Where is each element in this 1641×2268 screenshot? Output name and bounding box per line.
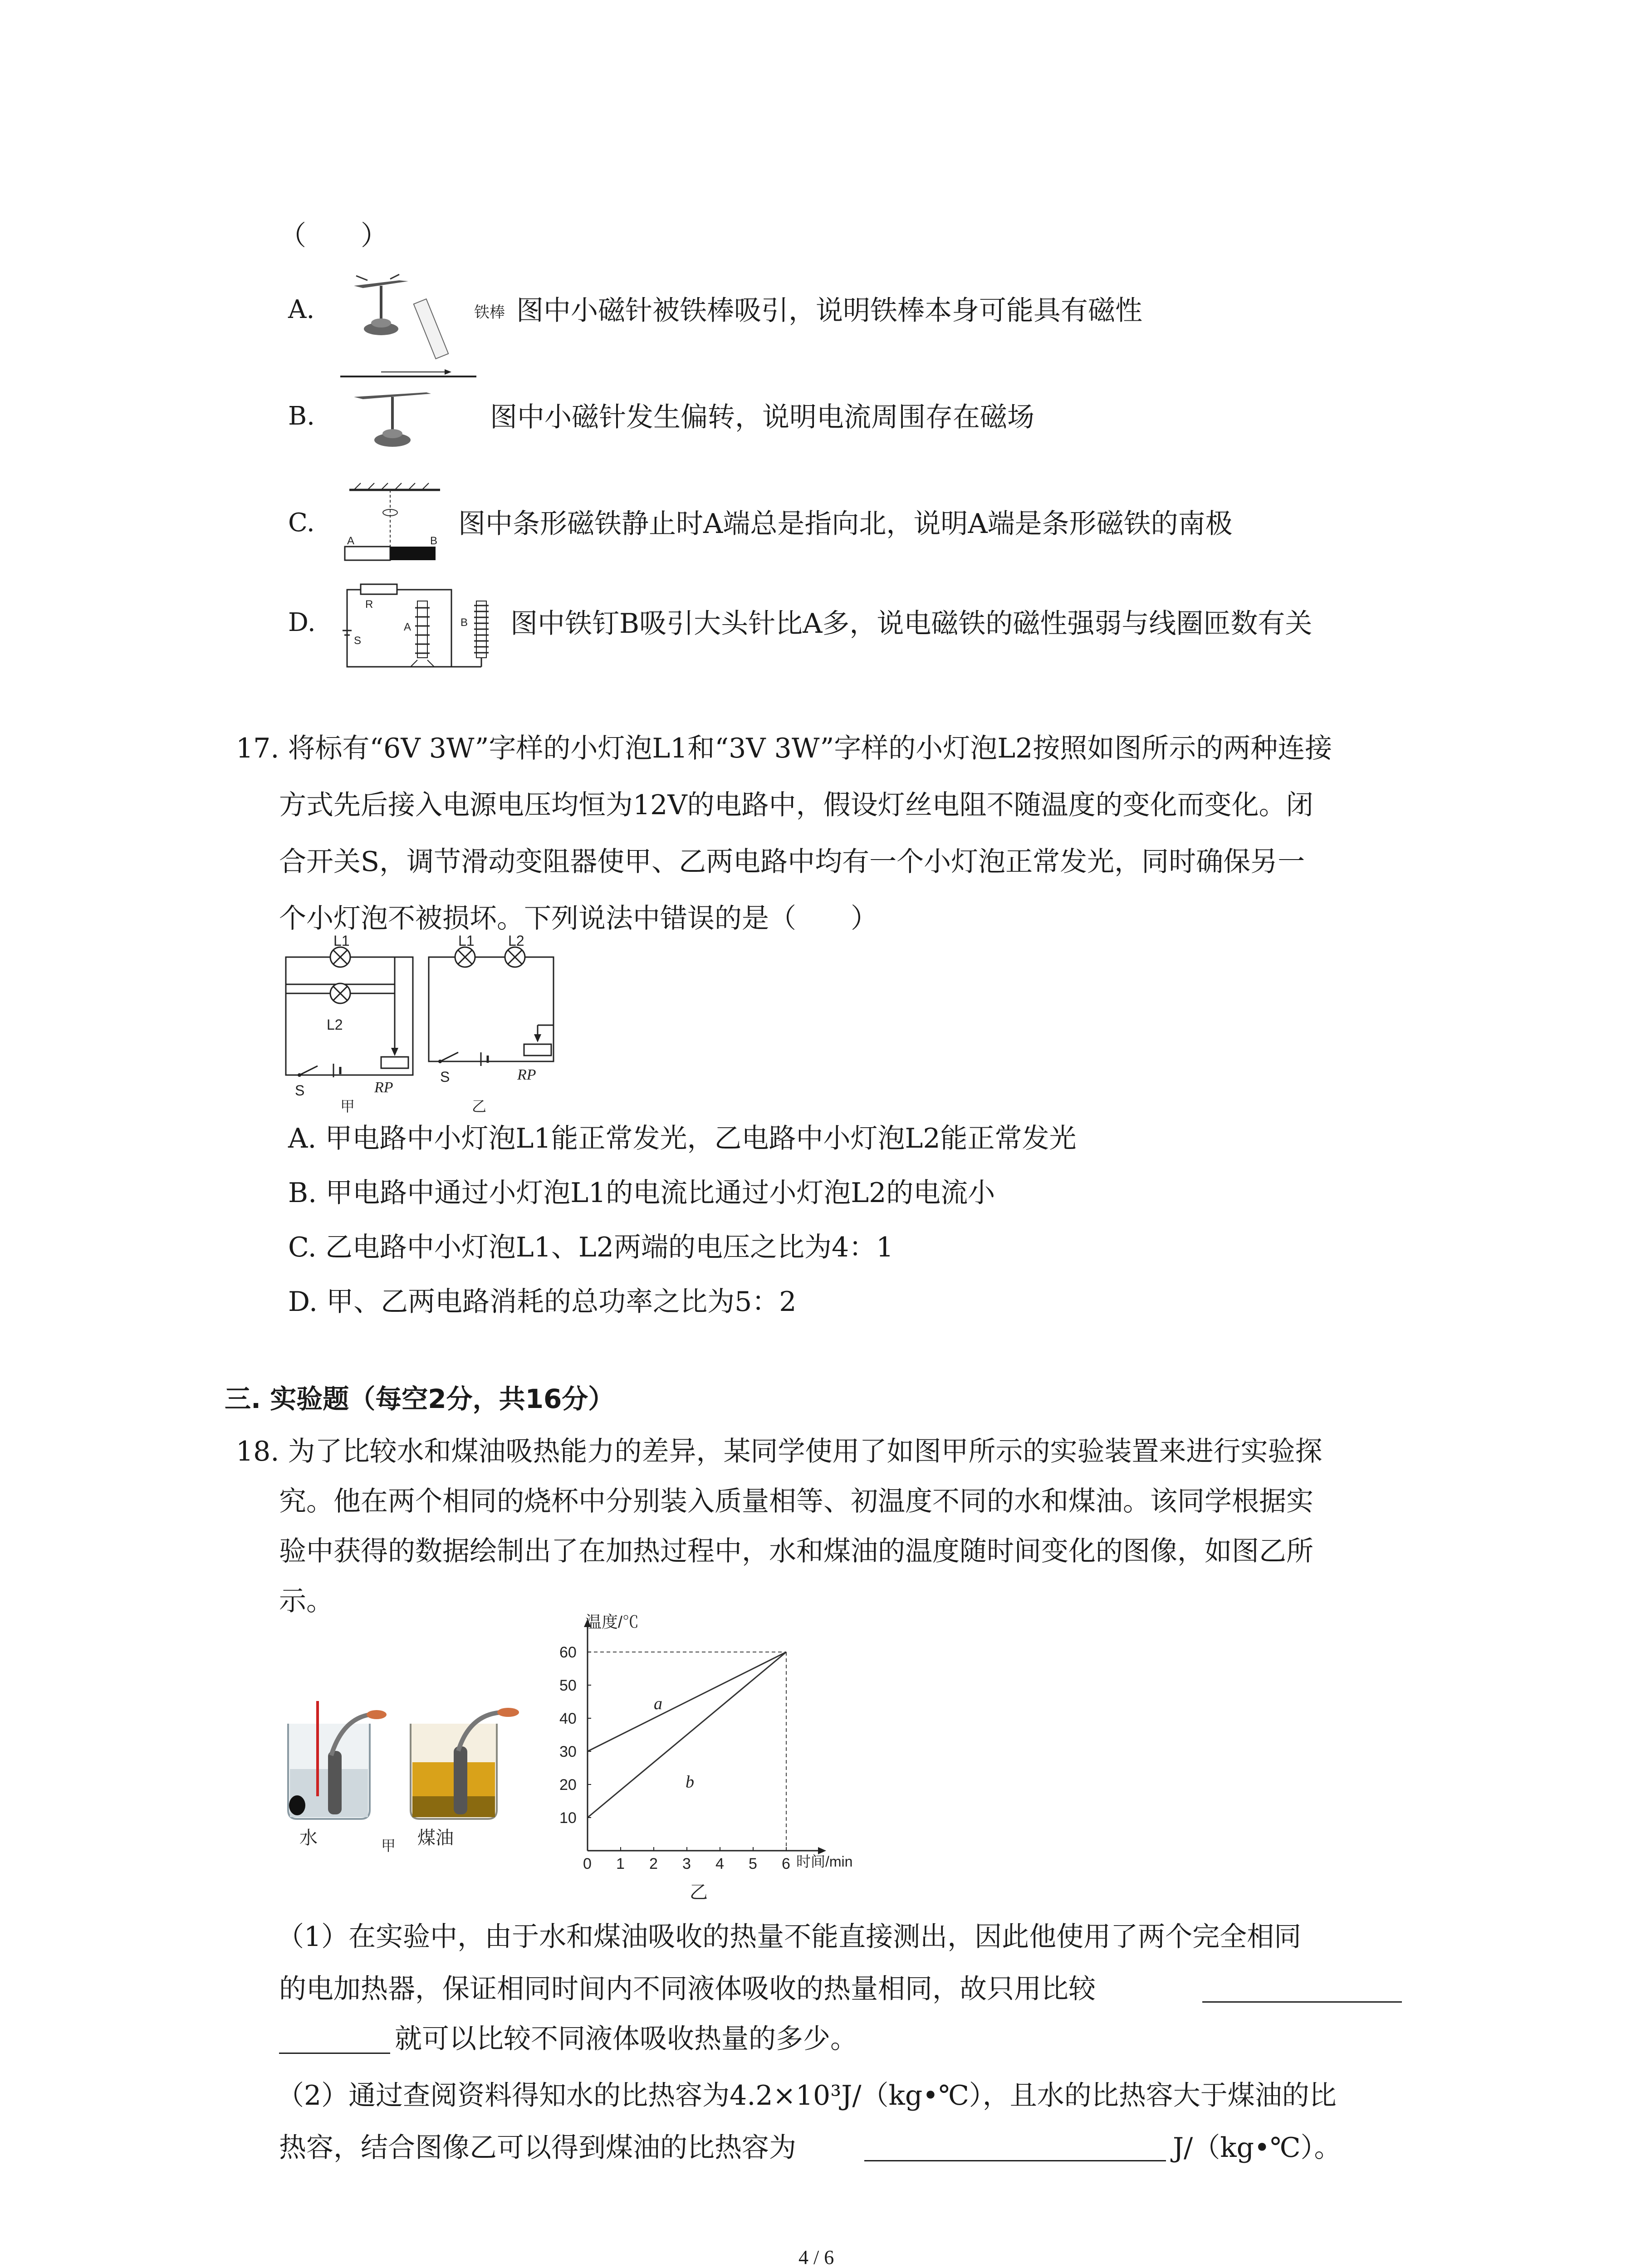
q16-option-b-text: 图中小磁针发生偏转，说明电流周围存在磁场	[490, 401, 1034, 433]
chart-x-tick-label: 3	[682, 1855, 691, 1872]
compass-iron-rod-figure	[336, 268, 517, 358]
chart-caption: 乙	[690, 1882, 708, 1902]
chart-y-axis-label: 温度/℃	[585, 1613, 639, 1631]
circuit-figure	[277, 921, 567, 1114]
q18-sub2-line-1: （2）通过查阅资料得知水的比热容为4.2×10³J/（kg•℃），且水的比热容大于煤油的比	[277, 2080, 1337, 2112]
page-number: 4 / 6	[798, 2246, 834, 2268]
temperature-time-chart	[540, 1606, 912, 1905]
q17-line-3: 合开关S，调节滑动变阻器使甲、乙两电路中均有一个小灯泡正常发光，同时确保另一	[279, 846, 1305, 878]
q18-blank-2[interactable]	[864, 2160, 1166, 2161]
yi-l2-label: L2	[508, 933, 524, 949]
q17-line-1: 17. 将标有“6V 3W”字样的小灯泡L1和“3V 3W”字样的小灯泡L2按照如图所示的两种连接	[236, 733, 1332, 764]
rheostat-r: R	[365, 598, 373, 611]
chart-y-tick-label: 10	[559, 1809, 577, 1827]
q16-option-c-letter: C.	[288, 508, 315, 538]
chart-series-label-a: a	[654, 1694, 662, 1713]
q17-option-d: D. 甲、乙两电路消耗的总功率之比为5：2	[288, 1286, 797, 1318]
q18-blank-1b[interactable]	[279, 2053, 390, 2054]
chart-x-tick-label: 0	[583, 1855, 592, 1872]
q16-option-d-letter: D.	[288, 608, 316, 637]
chart-x-tick-label: 2	[649, 1855, 658, 1872]
magnet-end-a: A	[347, 535, 355, 547]
q18-line-4: 示。	[279, 1585, 333, 1617]
chart-series-label-b: b	[686, 1772, 694, 1792]
chart-y-tick-label: 40	[559, 1710, 577, 1727]
jia-s-label: S	[295, 1082, 305, 1099]
magnet-end-b: B	[430, 535, 438, 547]
q17-line-4: 个小灯泡不被损坏。下列说法中错误的是（ ）	[279, 903, 878, 934]
q16-option-c-text: 图中条形磁铁静止时A端总是指向北，说明A端是条形磁铁的南极	[458, 508, 1233, 540]
chart-y-tick-label: 60	[559, 1644, 577, 1661]
chart-x-tick-label: 6	[782, 1855, 790, 1872]
chart-x-axis-label: 时间/min	[796, 1853, 853, 1870]
jia-caption: 甲	[340, 1098, 355, 1114]
q17-line-2: 方式先后接入电源电压均恒为12V的电路中，假设灯丝电阻不随温度的变化而变化。闭	[279, 789, 1313, 821]
q18-sub1-line-3: 就可以比较不同液体吸收热量的多少。	[395, 2023, 857, 2055]
q17-option-c: C. 乙电路中小灯泡L1、L2两端的电压之比为4：1	[288, 1232, 894, 1263]
chart-y-tick-label: 20	[559, 1776, 577, 1794]
q17-option-b: B. 甲电路中通过小灯泡L1的电流比通过小灯泡L2的电流小	[288, 1177, 995, 1209]
section-3-title: 三. 实验题（每空2分，共16分）	[225, 1383, 615, 1414]
q16-option-d-text: 图中铁钉B吸引大头针比A多，说电磁铁的磁性强弱与线圈匝数有关	[510, 608, 1313, 640]
q18-sub1-line-2: 的电加热器，保证相同时间内不同液体吸收的热量相同，故只用比较	[279, 1973, 1096, 2005]
q18-line-2: 究。他在两个相同的烧杯中分别装入质量相等、初温度不同的水和煤油。该同学根据实	[279, 1486, 1313, 1517]
q18-sub1-line-1: （1）在实验中，由于水和煤油吸收的热量不能直接测出，因此他使用了两个完全相同	[277, 1921, 1302, 1953]
kerosene-beaker	[411, 1708, 519, 1819]
circuit-jia	[286, 933, 413, 1114]
nail-b: B	[460, 616, 468, 629]
yi-s-label: S	[440, 1069, 450, 1085]
chart-series-line-b	[588, 1652, 786, 1818]
q16-option-b-letter: B.	[288, 401, 315, 431]
q18-sub2-line-3: J/（kg•℃）。	[1173, 2132, 1342, 2164]
water-beaker	[288, 1701, 387, 1819]
jia-l2-label: L2	[327, 1017, 343, 1033]
chart-series-line-a	[588, 1652, 786, 1751]
q16-option-a-text: 图中小磁针被铁棒吸引，说明铁棒本身可能具有磁性	[516, 295, 1142, 327]
q18-line-3: 验中获得的数据绘制出了在加热过程中，水和煤油的温度随时间变化的图像，如图乙所	[279, 1535, 1313, 1567]
chart-y-tick-label: 30	[559, 1743, 577, 1760]
q17-option-a: A. 甲电路中小灯泡L1能正常发光，乙电路中小灯泡L2能正常发光	[288, 1123, 1077, 1154]
chart-x-tick-label: 5	[749, 1855, 757, 1872]
q18-sub2-line-2: 热容，结合图像乙可以得到煤油的比热容为	[279, 2132, 796, 2164]
yi-caption: 乙	[472, 1098, 487, 1114]
jia-rp-label: RP	[374, 1079, 393, 1096]
q18-line-1: 18. 为了比较水和煤油吸热能力的差异，某同学使用了如图甲所示的实验装置来进行实验探	[236, 1436, 1323, 1467]
chart-x-tick-label: 4	[715, 1855, 724, 1872]
water-label: 水	[299, 1828, 318, 1848]
q16-paren: （ ）	[279, 220, 388, 252]
jia-l1-label: L1	[333, 933, 350, 949]
bar-magnet-figure	[336, 481, 454, 572]
fig-jia-caption: 甲	[381, 1838, 396, 1854]
q16-option-a-letter: A.	[288, 295, 315, 324]
yi-rp-label: RP	[517, 1066, 536, 1083]
chart-x-tick-label: 1	[616, 1855, 625, 1872]
beakers-figure	[279, 1687, 533, 1878]
electromagnet-figure	[338, 576, 510, 680]
kerosene-label: 煤油	[417, 1828, 454, 1848]
chart-y-tick-label: 50	[559, 1677, 577, 1694]
yi-l1-label: L1	[458, 933, 475, 949]
q18-blank-1a[interactable]	[1202, 2001, 1402, 2003]
nail-a: A	[404, 621, 411, 633]
circuit-yi	[429, 933, 554, 1114]
iron-rod-label: 铁棒	[474, 304, 505, 321]
current-compass-figure	[336, 367, 485, 458]
switch-s: S	[354, 635, 362, 647]
